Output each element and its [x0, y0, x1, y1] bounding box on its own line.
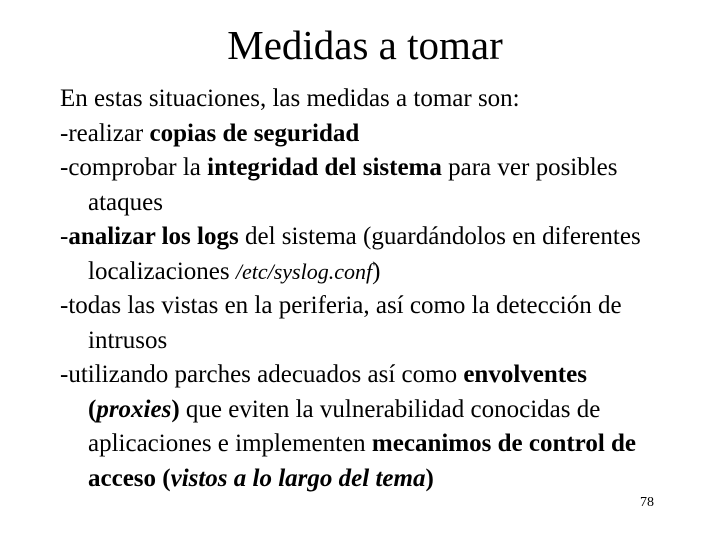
item2-prefix: -comprobar la: [60, 154, 208, 181]
item5-bold1: envolventes: [463, 361, 587, 388]
item5-paren-open: (: [88, 395, 97, 423]
list-item-integridad: [60, 151, 680, 220]
item5-prefix: -utilizando parches adecuados así como: [60, 361, 464, 388]
item5-vistos: vistos a lo largo del tema: [170, 464, 426, 492]
item3-bold: analizar los logs: [68, 223, 239, 250]
list-item-periferia: [60, 289, 680, 358]
page-number: 78: [640, 495, 654, 510]
intro-line: En estas situaciones, las medidas a tomar son:: [60, 85, 520, 112]
item1-bold: copias de seguridad: [149, 119, 360, 147]
list-item-copias: [60, 117, 680, 152]
item3-path: /etc/syslog.conf: [235, 258, 373, 284]
item2-suffix: para ver posibles ataques: [88, 154, 618, 216]
item3-suffix: ): [372, 257, 381, 285]
item5-paren-close: ): [171, 395, 180, 423]
item5-proxies: proxies: [96, 395, 172, 423]
slide-title: Medidas a tomar: [227, 22, 503, 68]
item5-bold3: ): [425, 464, 434, 492]
item5-bold2: mecanimos de control de acceso (: [88, 430, 637, 492]
item3-middle: del sistema (guardándolos en diferentes localizaciones: [88, 223, 641, 285]
item2-bold: integridad del sistema: [207, 154, 442, 181]
list-item-logs: [60, 220, 680, 289]
item3-prefix: -: [60, 223, 69, 250]
slide-body: [60, 82, 680, 496]
item1-prefix: -realizar: [60, 119, 150, 147]
list-item-parches: [60, 358, 680, 496]
item4-text: -todas las vistas en la periferia, así como la detección de intrusos: [60, 292, 622, 354]
item5-middle: que eviten la vulnerabilidad conocidas de aplicaciones e implementen: [88, 395, 601, 457]
